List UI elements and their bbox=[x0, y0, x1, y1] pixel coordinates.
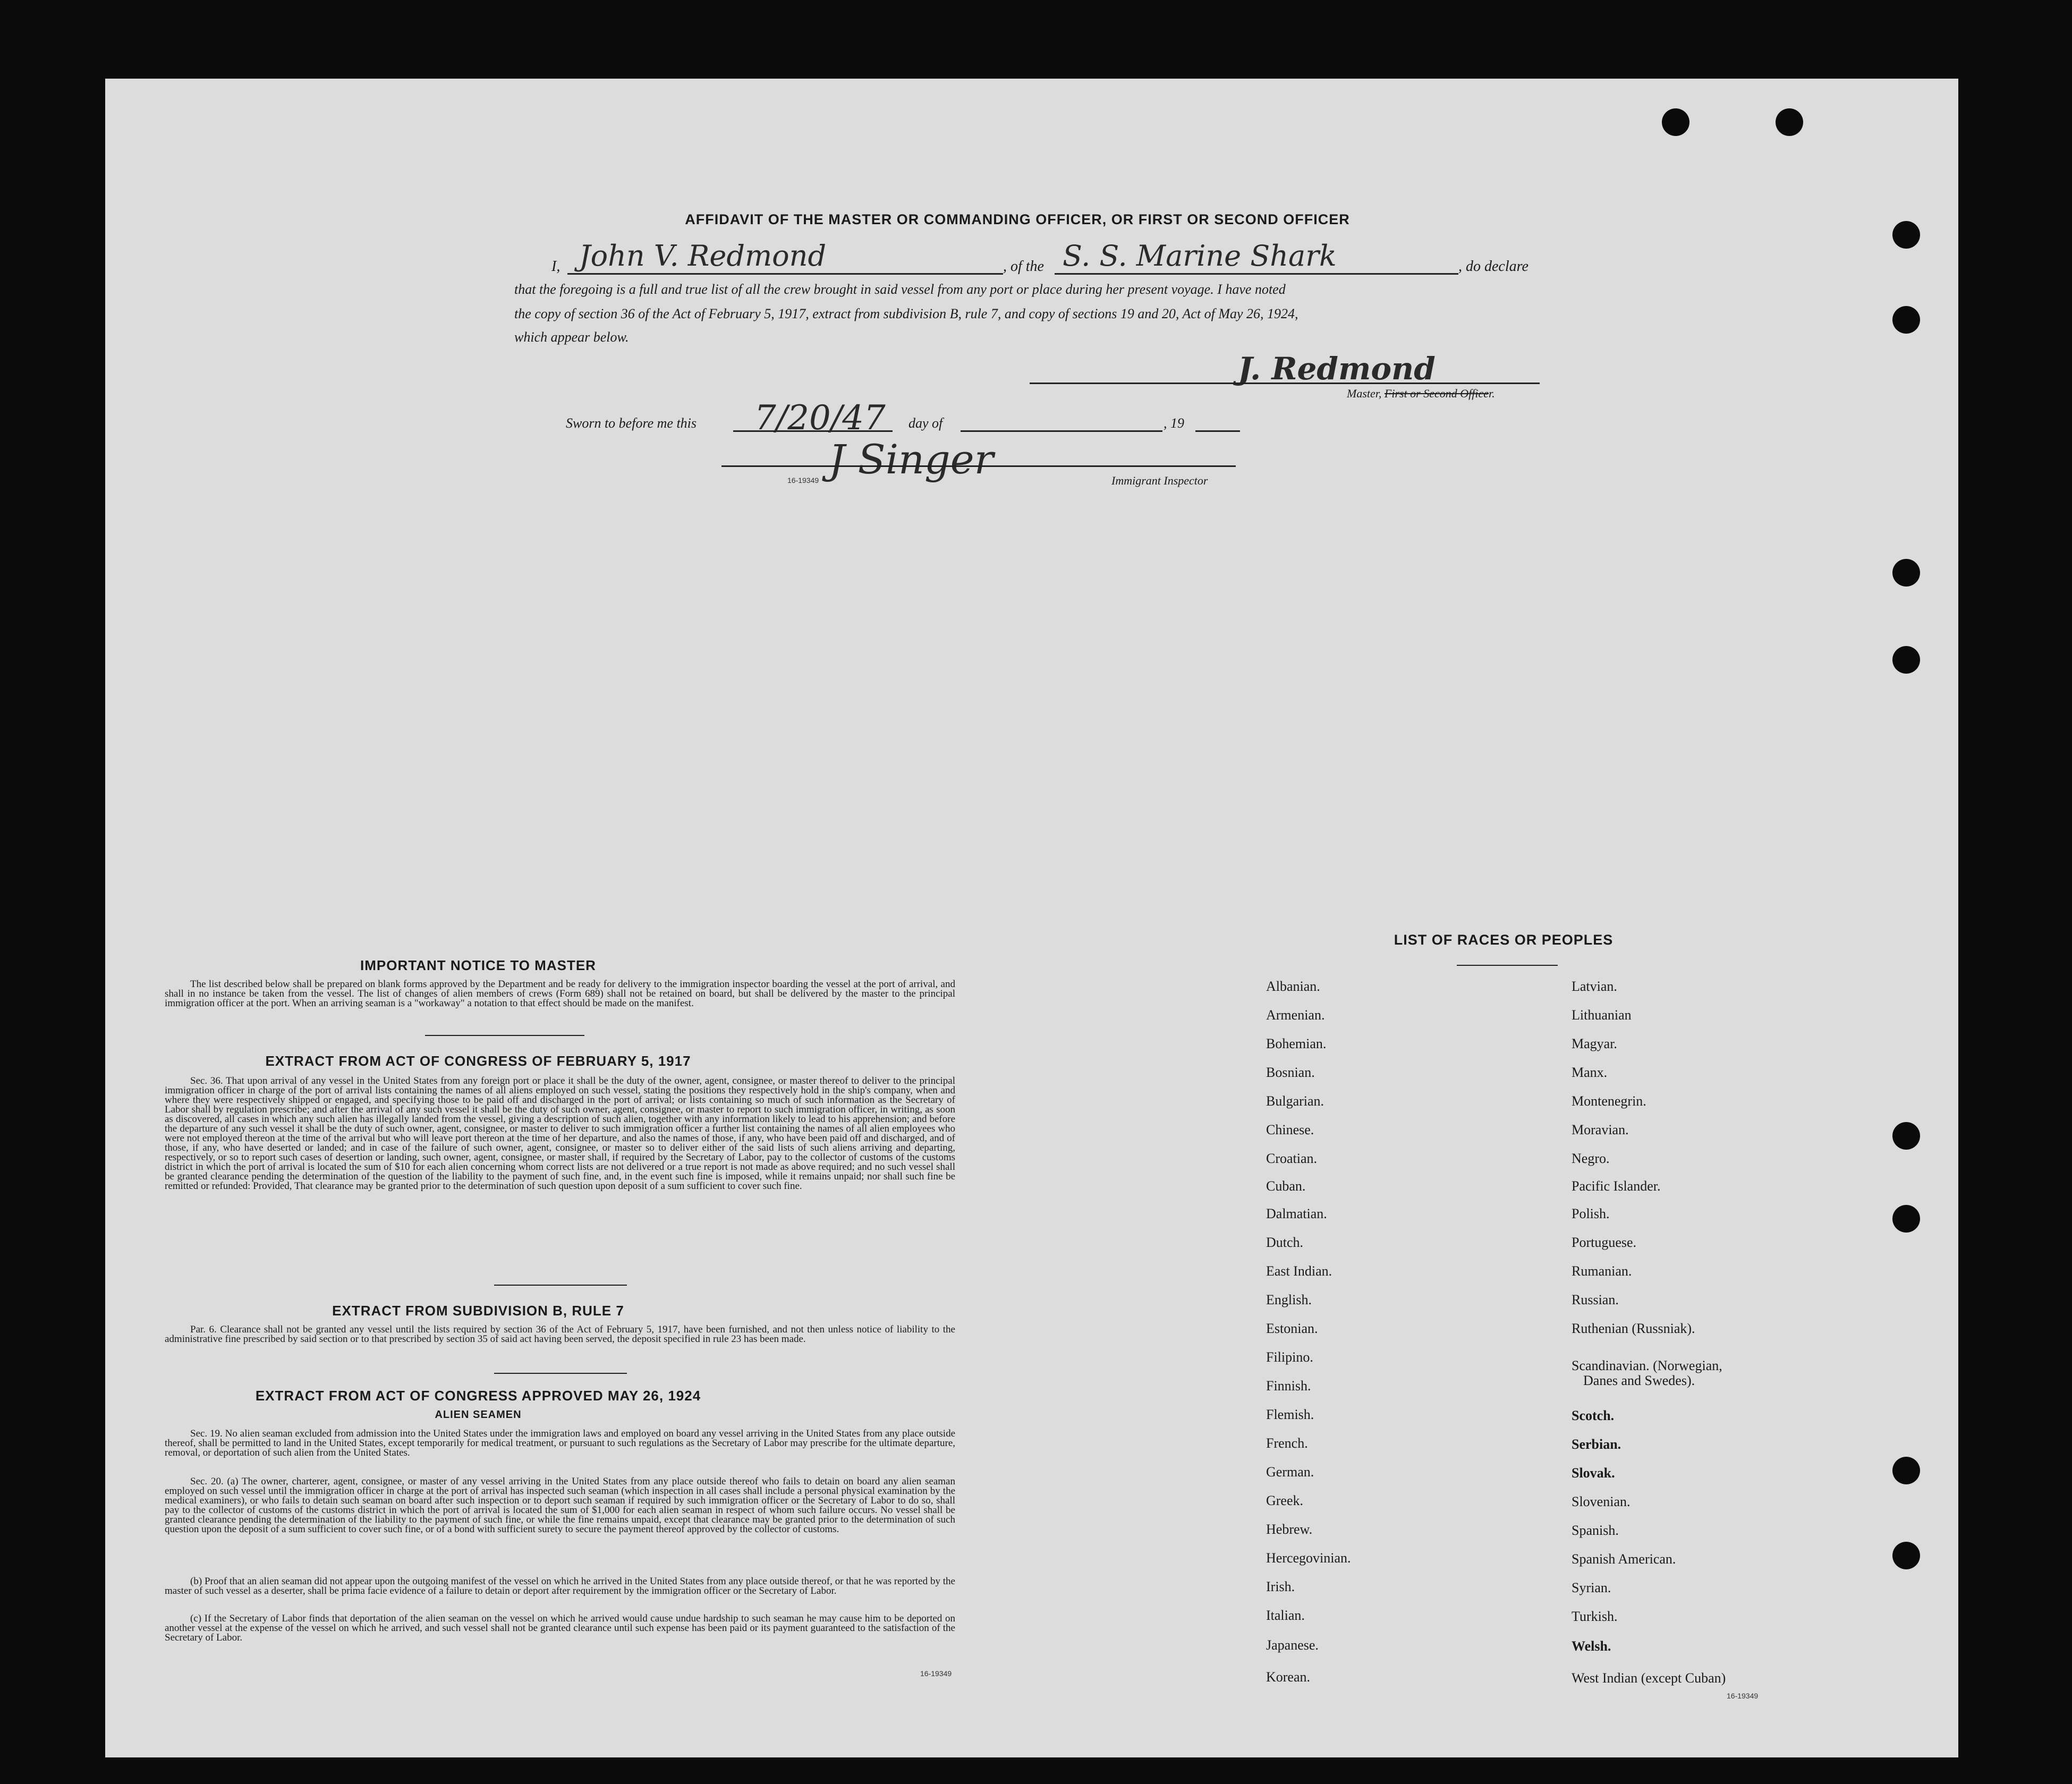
struck-officer-text: First or Second Office bbox=[1384, 387, 1489, 400]
sworn-date-handwritten: 7/20/47 bbox=[754, 398, 886, 438]
race-left-item: English. bbox=[1266, 1292, 1312, 1307]
day-of-label: day of bbox=[908, 415, 943, 431]
extract-1924-sec19: Sec. 19. No alien seaman excluded from admission into the United States under the immigration laws and employed on board any vessel arriving in the United States from any place outside thereof, shall be permitted to land in the United States, except temporarily for medical treatment, or pursuant to such regulations as the Secretary of Labor may prescribe for the ultimate departure, removal, or deportation of such alien from the United States. bbox=[165, 1428, 955, 1458]
races-form-number: 16-19349 bbox=[1727, 1692, 1759, 1700]
extract-1924-subtitle: ALIEN SEAMEN bbox=[435, 1409, 522, 1421]
race-left-item: Dalmatian. bbox=[1266, 1206, 1327, 1221]
race-right-item: Lithuanian bbox=[1572, 1007, 1632, 1023]
extract-1924-sec20c: (c) If the Secretary of Labor finds that deportation of the alien seaman on the vessel on which he arrived would cause undue hardship to such seaman he may cause him to be deported on another vessel at the expense of the vessel on which he arrived, and such vessel shall not be granted clearance until such expense has been paid or its payment guaranteed to the satisfaction of the Secretary of Labor. bbox=[165, 1613, 955, 1643]
inspector-signature: J Singer bbox=[829, 436, 993, 483]
race-right-item: Latvian. bbox=[1572, 979, 1617, 994]
race-left-item: Cuban. bbox=[1266, 1178, 1306, 1194]
sworn-label: Sworn to before me this bbox=[566, 415, 697, 431]
section-divider bbox=[494, 1373, 627, 1374]
notice-body: The list described below shall be prepared on blank forms approved by the Department and be ready for delivery to the immigration inspector boarding the vessel at the port of arrival, and shall in no instance be taken from the vessel. The list of changes of alien members of crews (Form 689) shall not be retained on board, but shall be delivered by the master to the principal immigration officer at the port. When an arriving seaman is a "workaway" a notation to that effect should be made on the manifest. bbox=[165, 979, 955, 1009]
inspector-label: Immigrant Inspector bbox=[1111, 474, 1208, 487]
race-left-item: Dutch. bbox=[1266, 1235, 1304, 1250]
race-right-item: Negro. bbox=[1572, 1151, 1610, 1166]
year-line bbox=[1195, 430, 1240, 432]
race-right-item: Danes and Swedes). bbox=[1583, 1373, 1695, 1388]
race-left-item: Hebrew. bbox=[1266, 1522, 1313, 1537]
race-right-item: Slovak. bbox=[1572, 1465, 1615, 1481]
race-left-item: Hercegovinian. bbox=[1266, 1550, 1351, 1566]
race-right-item: Scandinavian. (Norwegian, bbox=[1572, 1358, 1722, 1373]
race-right-item: Pacific Islander. bbox=[1572, 1178, 1661, 1194]
race-right-item: Welsh. bbox=[1572, 1638, 1611, 1654]
races-title-underline bbox=[1457, 965, 1558, 966]
race-left-item: Filipino. bbox=[1266, 1349, 1313, 1365]
notice-title: IMPORTANT NOTICE TO MASTER bbox=[360, 957, 596, 973]
race-left-item: Finnish. bbox=[1266, 1378, 1311, 1394]
punch-hole bbox=[1892, 306, 1920, 334]
races-title: LIST OF RACES OR PEOPLES bbox=[1394, 932, 1614, 948]
race-left-item: Armenian. bbox=[1266, 1007, 1325, 1023]
struck-officer-tail: r. bbox=[1489, 387, 1495, 400]
race-right-item: Scotch. bbox=[1572, 1408, 1615, 1423]
punch-hole bbox=[1892, 1542, 1920, 1569]
race-left-item: French. bbox=[1266, 1435, 1308, 1451]
extract-form-number: 16-19349 bbox=[920, 1669, 952, 1678]
race-right-item: Russian. bbox=[1572, 1292, 1619, 1307]
race-right-item: Ruthenian (Russniak). bbox=[1572, 1321, 1695, 1336]
race-right-item: Montenegrin. bbox=[1572, 1093, 1646, 1109]
punch-hole bbox=[1892, 1457, 1920, 1484]
punch-hole bbox=[1776, 108, 1803, 136]
race-right-item: Magyar. bbox=[1572, 1036, 1617, 1051]
vessel-line bbox=[1055, 273, 1458, 275]
race-left-item: German. bbox=[1266, 1464, 1314, 1480]
inspector-line bbox=[721, 465, 1236, 467]
race-left-item: Croatian. bbox=[1266, 1151, 1318, 1166]
race-right-item: Moravian. bbox=[1572, 1122, 1629, 1137]
section-divider bbox=[494, 1285, 627, 1286]
race-left-item: Japanese. bbox=[1266, 1637, 1319, 1653]
race-right-item: West Indian (except Cuban) bbox=[1572, 1670, 1726, 1686]
extract-1924-sec20a: Sec. 20. (a) The owner, charterer, agent, consignee, or master of any vessel arriving in the United States from any place outside thereof who fails to detain on board any alien seaman employed on such vessel until the immigration officer in charge at the port of arrival has inspected such seaman (which inspection in all cases shall include a personal physical examination by the medical examiners), or who fails to detain such seaman on board after such inspection or to deport such seaman if required by such immigration officer or the Secretary of Labor to do so, shall pay to the collector of customs of the customs district in which the port of arrival is located the sum of $1,000 for each alien seaman in respect of whom such failure occurs. No vessel shall be granted clearance pending the determination of the liability to the payment of such fine, or while the fine remains unpaid, except that clearance may be granted prior to the determination of such question upon the deposit of a sum sufficient to cover such fine, or of a bond with sufficient surety to secure the payment thereof approved by the collector of customs. bbox=[165, 1476, 955, 1535]
section-divider bbox=[425, 1035, 584, 1036]
extract-1917-title: EXTRACT FROM ACT OF CONGRESS OF FEBRUARY 5, 1917 bbox=[265, 1053, 691, 1069]
race-right-item: Spanish. bbox=[1572, 1523, 1619, 1538]
signature-line bbox=[1030, 383, 1540, 384]
race-right-item: Portuguese. bbox=[1572, 1235, 1637, 1250]
affidavit-title: AFFIDAVIT OF THE MASTER OR COMMANDING OFFICER, OR FIRST OR SECOND OFFICER bbox=[685, 211, 1350, 227]
race-right-item: Serbian. bbox=[1572, 1437, 1621, 1452]
affidavit-i-label: I, bbox=[551, 258, 561, 275]
name-line bbox=[567, 273, 1003, 275]
extract-rule7-body: Par. 6. Clearance shall not be granted any vessel until the lists required by section 36 of the Act of February 5, 1917, have been furnished, and not then unless notice of liability to the administrative fine prescribed by said section or to that prescribed by section 35 of said act having been served, the deposit specified in rule 23 has been made. bbox=[165, 1324, 955, 1345]
master-signature: J. Redmond bbox=[1238, 351, 1436, 387]
month-line bbox=[961, 430, 1162, 432]
year-prefix: , 19 bbox=[1164, 415, 1184, 431]
master-name-handwritten: John V. Redmond bbox=[579, 239, 827, 273]
affidavit-body-line2: the copy of section 36 of the Act of February 5, 1917, extract from subdivision B, rule 7, and copy of sections 19 and 20, Act of May 26, 1924, bbox=[514, 306, 1298, 321]
race-left-item: Bosnian. bbox=[1266, 1065, 1315, 1080]
punch-hole bbox=[1892, 559, 1920, 587]
extract-1917-body: Sec. 36. That upon arrival of any vessel in the United States from any foreign port or place it shall be the duty of the owner, agent, consignee, or master thereof to deliver to the principal immigration officer in charge of the port of arrival lists containing the names of all aliens employed on such vessel, stating the positions they respectively hold in the ship's company, when and where they were respectively shipped or engaged, and specifying those to be paid off and discharged in the port of arrival; or lists containing so much of such information as the Secretary of Labor shall by regulation prescribe; and after the arrival of any such vessel it shall be the duty of such owner, agent, consignee, or master to report to such immigration officer, in writing, as soon as discovered, all cases in which any such alien has illegally landed from the vessel, giving a description of such alien, together with any information likely to lead to his apprehension; and before the departure of any such vessel it shall be the duty of such owner, agent, consignee, or master to deliver to such immigration officer a further list containing the names of all alien employees who were not employed thereon at the time of the arrival but who will leave port thereon at the time of her departure, and also the names of those, if any, who have been paid off and discharged, and of those, if any, who have deserted or landed; and in case of the failure of such owner, agent, consignee, or master so to deliver either of the said lists of such aliens arriving and departing, respectively, or so to report such cases of desertion or landing, such owner, agent, consignee, or master shall, if required by the Secretary of Labor, pay to the collector of customs of the customs district in which the port of arrival is located the sum of $10 for each alien concerning whom correct lists are not delivered or a true report is not made as above required; and no such vessel shall be granted clearance pending the determination of the question of the liability to the payment of such fine, and, in the event such fine is imposed, while it remains unpaid; nor shall such fine be remitted or refunded: Provided, That clearance may be granted prior to the determination of such question upon deposit of a sum sufficient to cover such fine. bbox=[165, 1075, 955, 1192]
race-right-item: Manx. bbox=[1572, 1065, 1608, 1080]
race-left-item: Chinese. bbox=[1266, 1122, 1314, 1137]
vessel-name-handwritten: S. S. Marine Shark bbox=[1063, 239, 1337, 273]
race-left-item: Irish. bbox=[1266, 1579, 1295, 1594]
race-right-item: Spanish American. bbox=[1572, 1551, 1676, 1567]
race-left-item: Bulgarian. bbox=[1266, 1093, 1324, 1109]
extract-1924-title: EXTRACT FROM ACT OF CONGRESS APPROVED MAY 26, 1924 bbox=[255, 1388, 701, 1404]
race-right-item: Turkish. bbox=[1572, 1609, 1618, 1624]
affidavit-body-line3: which appear below. bbox=[514, 329, 629, 345]
race-left-item: Bohemian. bbox=[1266, 1036, 1327, 1051]
affidavit-form-number: 16-19349 bbox=[787, 476, 819, 485]
extract-rule7-title: EXTRACT FROM SUBDIVISION B, RULE 7 bbox=[332, 1303, 624, 1319]
race-left-item: Greek. bbox=[1266, 1493, 1304, 1508]
punch-hole bbox=[1892, 221, 1920, 249]
master-label bbox=[1347, 387, 1495, 401]
race-left-item: Italian. bbox=[1266, 1608, 1305, 1623]
extract-1924-sec20b: (b) Proof that an alien seaman did not appear upon the outgoing manifest of the vessel on which he arrived in the United States from any place outside thereof, or that he was reported by the master of such vessel as a deserter, shall be prima facie evidence of a failure to detain or deport after requirement by the immigration officer or the Secretary of Labor. bbox=[165, 1576, 955, 1596]
punch-hole bbox=[1892, 1205, 1920, 1233]
race-left-item: East Indian. bbox=[1266, 1263, 1332, 1279]
do-declare-label: , do declare bbox=[1458, 258, 1528, 275]
punch-hole bbox=[1662, 108, 1689, 136]
race-right-item: Rumanian. bbox=[1572, 1263, 1632, 1279]
master-label-text: Master, bbox=[1347, 387, 1382, 400]
of-the-label: , of the bbox=[1003, 258, 1044, 275]
race-right-item: Syrian. bbox=[1572, 1580, 1611, 1595]
race-right-item: Polish. bbox=[1572, 1206, 1610, 1221]
race-left-item: Korean. bbox=[1266, 1669, 1311, 1685]
affidavit-body-line1: that the foregoing is a full and true list of all the crew brought in said vessel from any port or place during her present voyage. I have noted bbox=[514, 282, 1286, 297]
race-right-item: Slovenian. bbox=[1572, 1494, 1631, 1509]
race-left-item: Albanian. bbox=[1266, 979, 1320, 994]
punch-hole bbox=[1892, 1122, 1920, 1150]
race-left-item: Estonian. bbox=[1266, 1321, 1318, 1336]
race-left-item: Flemish. bbox=[1266, 1407, 1314, 1422]
punch-hole bbox=[1892, 646, 1920, 674]
